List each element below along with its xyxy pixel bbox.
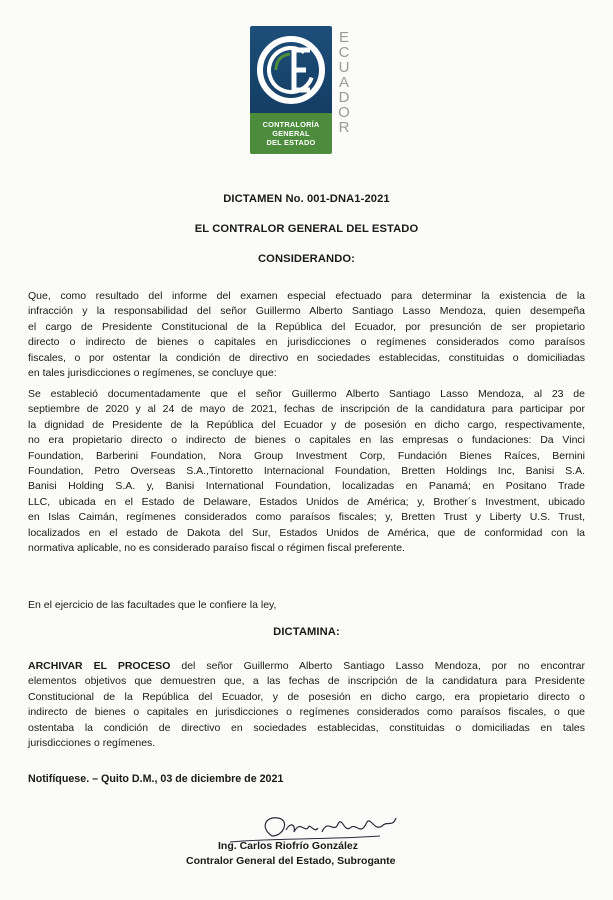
text-line: la dignidad de Presidente de la República del Ecuador y de posesión en dicho cargo, respectivamente,	[28, 418, 585, 431]
logo-name-panel	[250, 113, 332, 154]
text-line: Foundation, Petro Overseas S.A.,Tintoretto Internacional Foundation, Bretten Holdings Inc, Banisi S.A.	[28, 465, 585, 478]
text-line: fiscales, o por ostentar la condición de directivo en sociedades establecidas, constituidas o domiciliadas	[28, 351, 585, 364]
cge-emblem-icon	[256, 30, 326, 110]
text-line: elementos objetivos que demuestren que, a las fechas de inscripción de la candidatura para Presidente	[28, 675, 585, 688]
exercise-line: En el ejercicio de las facultades que le confiere la ley,	[28, 599, 277, 611]
logo-emblem-panel	[250, 26, 332, 113]
text-line: en Islas Caimán, regímenes considerados como paraísos fiscales; y, Bretten Trust y Liberty U.S. Trust,	[28, 511, 585, 524]
text-line: ostentaba la condición de directivo en sociedades establecidas, constituidas o domiciliadas en tales	[28, 721, 585, 734]
logo-line-1: CONTRALORÍA	[262, 120, 320, 129]
country-letter: U	[338, 59, 350, 76]
text-line: en tales jurisdicciones o regímenes, se concluye que:	[28, 367, 277, 380]
text-line: LLC, ubicada en el Estado de Delaware, Estados Unidos de América; y, Brother´s Investment, ubicado	[28, 495, 585, 508]
logo-line-3: DEL ESTADO	[266, 138, 316, 147]
text-line: normativa aplicable, no es considerado paraíso fiscal o régimen fiscal preferente.	[28, 542, 406, 555]
dictamen-number: DICTAMEN No. 001-DNA1-2021	[223, 193, 390, 205]
resolution-line-rest: del señor Guillermo Alberto Santiago Lasso Mendoza, por no encontrar	[170, 660, 585, 672]
logo-country-vertical	[337, 30, 351, 135]
country-letter: D	[338, 89, 350, 106]
authority-heading: EL CONTRALOR GENERAL DEL ESTADO	[194, 223, 419, 235]
text-line: Que, como resultado del informe del examen especial efectuado para determinar la existencia de la	[28, 290, 585, 302]
resolution-paragraph	[28, 659, 585, 751]
text-line: localizados en el estado de Dakota del Sur, Estados Unidos de América, que de conformidad con la	[28, 526, 585, 539]
dictamina-heading: DICTAMINA:	[273, 626, 340, 638]
signatory-title: Contralor General del Estado, Subrogante	[186, 855, 396, 867]
contraloria-logo	[250, 26, 332, 154]
country-letter: O	[338, 104, 350, 121]
considering-heading: CONSIDERANDO:	[257, 253, 356, 265]
notification-line: Notifíquese. – Quito D.M., 03 de diciembre de 2021	[28, 773, 284, 785]
text-line: Constitucional de la República del Ecuador, y de posesión en dicho cargo, era propietario directo o	[28, 690, 585, 703]
text-line	[28, 659, 585, 674]
text-line: el cargo de Presidente Constitucional de la República del Ecuador, por presunción de ser propietario	[28, 320, 585, 333]
text-line: jurisdicciones o regímenes.	[28, 737, 156, 750]
text-line: no era propietario directo o indirecto de bienes o capitales en las empresas o fundaciones: Da Vinci	[28, 434, 585, 447]
country-letter: A	[338, 74, 349, 91]
findings-paragraph	[28, 387, 585, 556]
signatory-name: Ing. Carlos Riofrío González	[218, 840, 359, 852]
text-line: Banisi Holding S.A. y, Banisi International Foundation, localizadas en Panamá; en Positano Trade	[28, 480, 585, 493]
logo-line-2: GENERAL	[272, 129, 310, 138]
text-line: septiembre de 2020 y al 24 de mayo de 2021, fechas de inscripción de la candidatura para participar por	[28, 403, 585, 416]
text-line: Foundation, Barberini Foundation, Nora Group Investment Corp, Fundación Bienes Raíces, Bernini	[28, 449, 585, 462]
country-letter: C	[338, 44, 350, 61]
text-line: directo o indirecto de bienes o capitales en jurisdicciones o regímenes considerados como paraísos	[28, 336, 585, 349]
considering-paragraph	[28, 289, 585, 381]
text-line: indirecto de bienes o capitales en jurisdicciones o regímenes considerados como paraísos fiscales, o que	[28, 706, 585, 719]
text-line: Se estableció documentadamente que el señor Guillermo Alberto Santiago Lasso Mendoza, al 23 de	[28, 388, 585, 400]
country-letter: E	[338, 29, 349, 46]
country-letter: R	[338, 119, 350, 136]
resolution-lead: ARCHIVAR EL PROCESO	[28, 660, 171, 672]
text-line: infracción y la responsabilidad del señor Guillermo Alberto Santiago Lasso Mendoza, quien desempeña	[28, 305, 585, 318]
